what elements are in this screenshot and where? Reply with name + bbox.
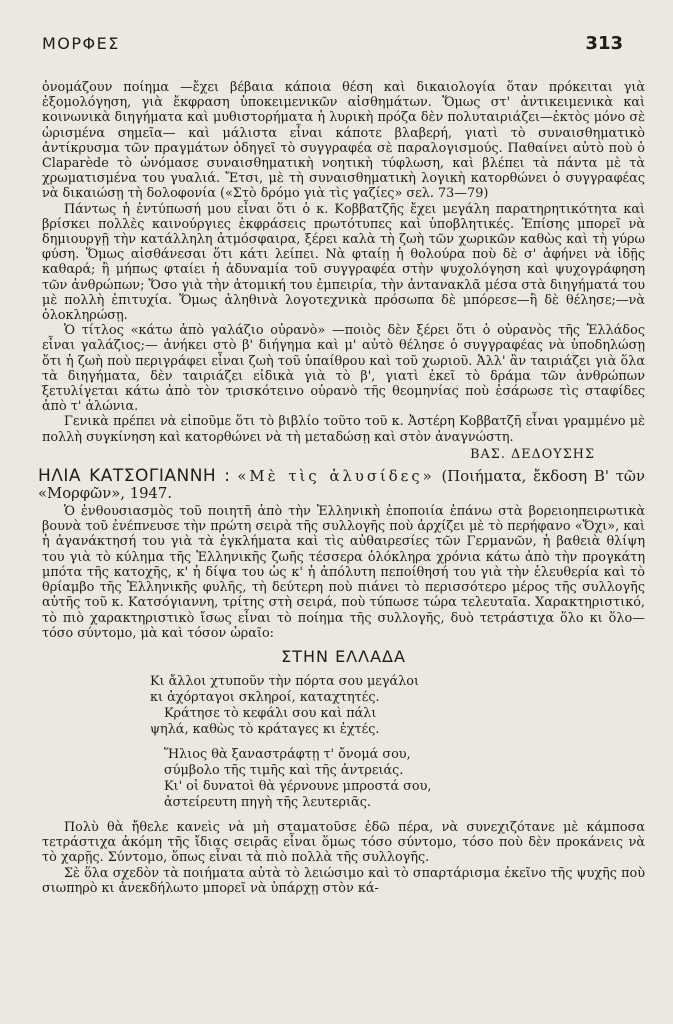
poem-line: Κι ἄλλοι χτυποῦν τὴν πόρτα σου μεγάλοι xyxy=(150,673,420,689)
poem-line: Κι' οἱ δυνατοὶ θὰ γέρνουνε μπροστά σου, xyxy=(164,778,432,794)
poem-stanza xyxy=(150,674,645,738)
book-title: «Μὲ τὶς ἁλυσίδες» xyxy=(237,468,435,486)
review-heading xyxy=(38,468,645,502)
reviewer-signature: ΒΑΣ. ΔΕΔΟΥΣΗΣ xyxy=(470,446,595,462)
page-number: 313 xyxy=(585,33,623,54)
running-head xyxy=(42,20,645,54)
poem-line: ψηλά, καθὼς τὸ κράταγες κι ἐχτές. xyxy=(150,721,380,737)
journal-title: ΜΟΡΦΕΣ xyxy=(42,34,120,53)
paragraph: ὀνομάζουν ποίημα —ἔχει βέβαια κάποια θέση καὶ δικαιολογία ὅταν πρόκειται γιὰ ἐξομολόγηση, γιὰ ἔκφραση ὑποκειμενικῶν αἰσθημάτων. Ὅμως στ' ἀντικειμενικὰ καὶ κοινωνικὰ διηγήματα καὶ μυθιστορήματα ἡ λυρικὴ πρόζα δὲν πολυταιριάζει—ἐκτὸς μόνο σὲ ὡρισμένα σημεῖα— καὶ μάλιστα εἶναι κάποτε βλαβερή, γιατὶ τὸ συναισθηματικὸ ἀντίκρυσμα τῶν πραγμάτων ὁδηγεῖ τὸ συγγραφέα σὲ παραλογισμούς. Παθαίνει αὐτὸ ποὺ ὁ Claparède τὸ ὠνόμασε συναισθηματικὴ νοητικὴ τύφλωση, καὶ βλέπει τὰ πάντα μὲ τὰ χρωματισμένα του γυαλιά. Ἔτσι, μὲ τὴ συναισθηματικὴ λογικὴ κατορθώνει ὁ συγγραφέας νὰ δικαιώσῃ τὴ δολοφονία («Στὸ δρόμο γιὰ τὶς γαζίες» σελ. 73—79) xyxy=(42,80,645,202)
poem-line: Ἥλιος θὰ ξαναστράφτῃ τ' ὄνομά σου, xyxy=(164,746,411,762)
paragraph: Πάντως ἡ ἐντύπωσή μου εἶναι ὅτι ὁ κ. Κοββατζῆς ἔχει μεγάλη παρατηρητικότητα καὶ βρίσκει πολλὲς καινούργιες ἐκφράσεις πρωτότυπες καὶ ὑποβλητικές. Ἐπίσης μπορεῖ νὰ δημιουργῇ τὴν κατάλληλη ἀτμόσφαιρα, ξέρει καλὰ τὴ ζωὴ τῶν χωρικῶν καθὼς καὶ τὴ γύρω φύση. Ὅμως αἰσθάνεσαι ὅτι κάτι λείπει. Νὰ φταίῃ ἡ θολούρα ποὺ δὲ σ' ἀφήνει νὰ ἰδῇς καθαρά; ἢ μήπως φταίει ἡ ἀδυναμία τοῦ συγγραφέα στὴν ψυχολόγηση καὶ ψυχογράφηση τῶν ἀνθρώπων; Ὅσο γιὰ τὴν ἀτομική του ἐμπειρία, τὴν ἀντανακλᾶ μέσα στὰ διηγήματά του μὲ πολλὴ ἐπιτυχία. Ὅμως ἀληθινὰ λογοτεχνικὰ πρόσωπα δὲ μπόρεσε—ἢ δὲ θέλησε;—νὰ ὁλοκληρώσῃ. xyxy=(42,201,645,324)
poem-line: σύμβολο τῆς τιμῆς καὶ τῆς ἀντρειάς. xyxy=(164,762,404,778)
paragraph: Ὁ τίτλος «κάτω ἀπὸ γαλάζιο οὐρανὸ» —ποιὸς δὲν ξέρει ὅτι ὁ οὐρανὸς τῆς Ἑλλάδος εἶναι γαλάζιος;— ἀνήκει στὸ β' διήγημα καὶ μ' αὐτὸ θέλησε ὁ συγγραφέας νὰ ὑποδηλώσῃ ὅτι ἡ ζωὴ ποὺ περιγράφει εἶναι ζωὴ τοῦ ὑπαίθρου καὶ τοῦ χωριοῦ. Ἀλλ' ἂν ταιριάζει γιὰ ὅλα τὰ διηγήματα, δὲν ταιριάζει εἰδικὰ γιὰ τὸ β', γιατὶ ἐκεῖ τὸ δράμα τῶν ἀνθρώπων ξετυλίγεται κάτω ἀπὸ τὸν τρισκότεινο οὐρανὸ τῆς θεομηνίας ποὺ ἐσάρωσε τὶς σταφίδες ἀπὸ τ' ἁλώνια. xyxy=(42,323,645,415)
review-2 xyxy=(38,466,645,896)
poem-stanza xyxy=(150,747,645,811)
book-author: ΗΛΙΑ ΚΑΤΣΟΓΙΑΝΝΗ : xyxy=(38,466,231,487)
paragraph: Ὁ ἐνθουσιασμὸς τοῦ ποιητῆ ἀπὸ τὴν Ἑλληνικὴ ἐποποιία ἐπάνω στὰ βορειοηπειρωτικὰ βουνὰ τοῦ ἐνέπνευσε τὴν πρώτη σειρὰ τῆς συλλογῆς ποὺ ἀρχίζει μὲ τὸ περήφανο «Ὄχι», καὶ ἡ ἀγανάκτησή του γιὰ τὰ ἐγκλήματα καὶ τὶς αὐθαιρεσίες τῶν Γερμανῶν, ἡ βαθειὰ θλίψη του γιὰ τὸ κύλημα τῆς Ἑλληνικῆς ζωῆς τέσσερα ὁλόκληρα χρόνια κάτω ἀπὸ τὴν προγκάτη μπότα τῆς κατοχῆς, κ' ἡ δίψα του ὡς κ' ἡ ἀπόλυτη πεποίθησή του γιὰ τὴν ἐλευθερία καὶ τὸ θρίαμβο τῆς Ἑλληνικῆς φυλῆς, τὴ δεύτερη ποὺ πιάνει τὸ περισσότερο μέρος τῆς συλλογῆς αὐτῆς τοῦ κ. Κατσόγιαννη, τρίτης στὴ σειρά, ποὺ τύπωσε τώρα τελευταῖα. Χαρακτηριστικό, τὸ πιὸ χαρακτηριστικὸ ἴσως εἶναι τὸ ποίημα τῆς συλλογῆς, δυὸ τετράστιχα ὅλο κι ὅλο—τόσο σύντομο, μὰ καὶ τόσον ὡραῖο: xyxy=(42,504,645,641)
poem-line: Κράτησε τὸ κεφάλι σου καὶ πάλι xyxy=(164,705,377,721)
review-1 xyxy=(42,80,645,462)
poem-line: ἀστείρευτη πηγὴ τῆς λευτεριᾶς. xyxy=(164,794,371,810)
poem-line: κι ἀχόρταγοι σκληροί, καταχτητές. xyxy=(150,689,380,705)
paragraph: Πολὺ θὰ ἤθελε κανεὶς νὰ μὴ σταματοῦσε ἐδῶ πέρα, νὰ συνεχιζότανε μὲ κάμποσα τετράστιχα ἀκόμη τῆς ἴδιας σειρᾶς εἶναι ὅμως τόσο σύντομο, τόσο ποὺ δὲν προκάνεις νὰ τὸ χαρῇς. Σύντομο, ὅπως εἶναι τὰ πιὸ πολλὰ τῆς συλλογῆς. xyxy=(42,819,645,866)
paragraph: Γενικὰ πρέπει νὰ εἰποῦμε ὅτι τὸ βιβλίο τοῦτο τοῦ κ. Ἀστέρη Κοββατζῆ εἶναι γραμμένο μὲ πολλὴ συγκίνηση καὶ κατορθώνει νὰ τὴ μεταδώσῃ καὶ στὸν ἀναγνώστη. xyxy=(42,414,645,445)
poem-title: ΣΤΗΝ ΕΛΛΑΔΑ xyxy=(281,646,406,666)
paragraph: Σὲ ὅλα σχεδὸν τὰ ποιήματα αὐτὰ τὸ λειώσιμο καὶ τὸ σπαρτάρισμα ἐκεῖνο τῆς ψυχῆς ποὺ σιωπηρὸ κι ἀνεκδήλωτο μπορεῖ νὰ ὑπάρχῃ στὸν κά- xyxy=(42,865,645,896)
poem xyxy=(150,674,645,811)
book-details: (Ποιήματα, ἔκδοση Β' τῶν «Μορφῶν», 1947. xyxy=(38,468,645,503)
